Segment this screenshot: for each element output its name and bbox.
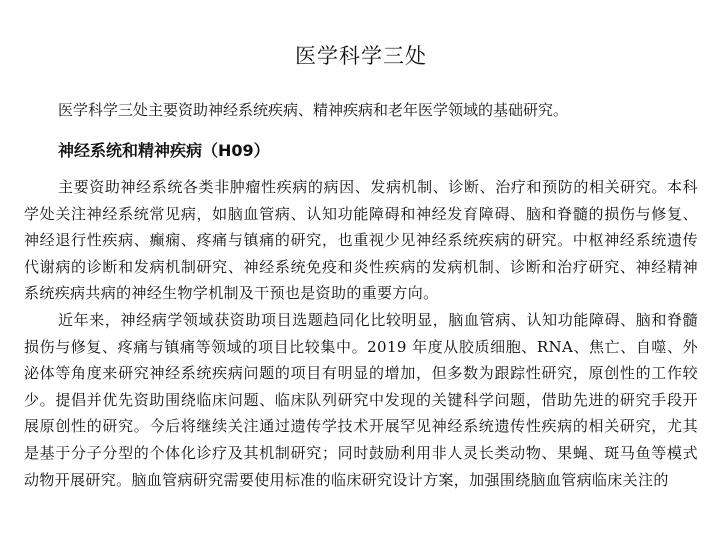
intro-paragraph: 医学科学三处主要资助神经系统疾病、精神疾病和老年医学领域的基础研究。 <box>58 101 569 119</box>
document-page <box>24 0 698 549</box>
section-body <box>24 174 698 493</box>
body-paragraph-1: 主要资助神经系统各类非肿瘤性疾病的病因、发病机制、诊断、治疗和预防的相关研究。本科学处关注神经系统常见病，如脑血管病、认知功能障碍和神经发育障碍、脑和脊髓的损伤与修复、神经退行性疾病、癫痫、疼痛与镇痛的研究，也重视少见神经系统疾病的研究。中枢神经系统遗传代谢病的诊断和发病机制研究、神经系统免疫和炎性疾病的发病机制、诊断和治疗研究、神经精神系统疾病共病的神经生物学机制及干预也是资助的重要方向。 <box>24 178 698 303</box>
section-heading: 神经系统和精神疾病（H09） <box>58 141 270 160</box>
body-paragraph-2: 近年来，神经病学领域获资助项目选题趋同化比较明显，脑血管病、认知功能障碍、脑和脊髓损伤与修复、疼痛与镇痛等领域的项目比较集中。2019 年度从胶质细胞、RNA、焦亡、自噬、外泌体等角度来研究神经系统疾病问题的项目有明显的增加，但多数为跟踪性研究，原创性的工作较少。提倡并优先资助围绕临床问题、临床队列研究中发现的关键科学问题，借助先进的研究手段开展原创性的研究。今后将继续关注通过遗传学技术开展罕见神经系统遗传性疾病的相关研究，尤其是基于分子分型的个体化诊疗及其机制研究；同时鼓励利用非人灵长类动物、果蝇、斑马鱼等模式动物开展研究。脑血管病研究需要使用标准的临床研究设计方案，加强围绕脑血管病临床关注的 <box>24 310 698 489</box>
page-title: 医学科学三处 <box>295 44 427 68</box>
